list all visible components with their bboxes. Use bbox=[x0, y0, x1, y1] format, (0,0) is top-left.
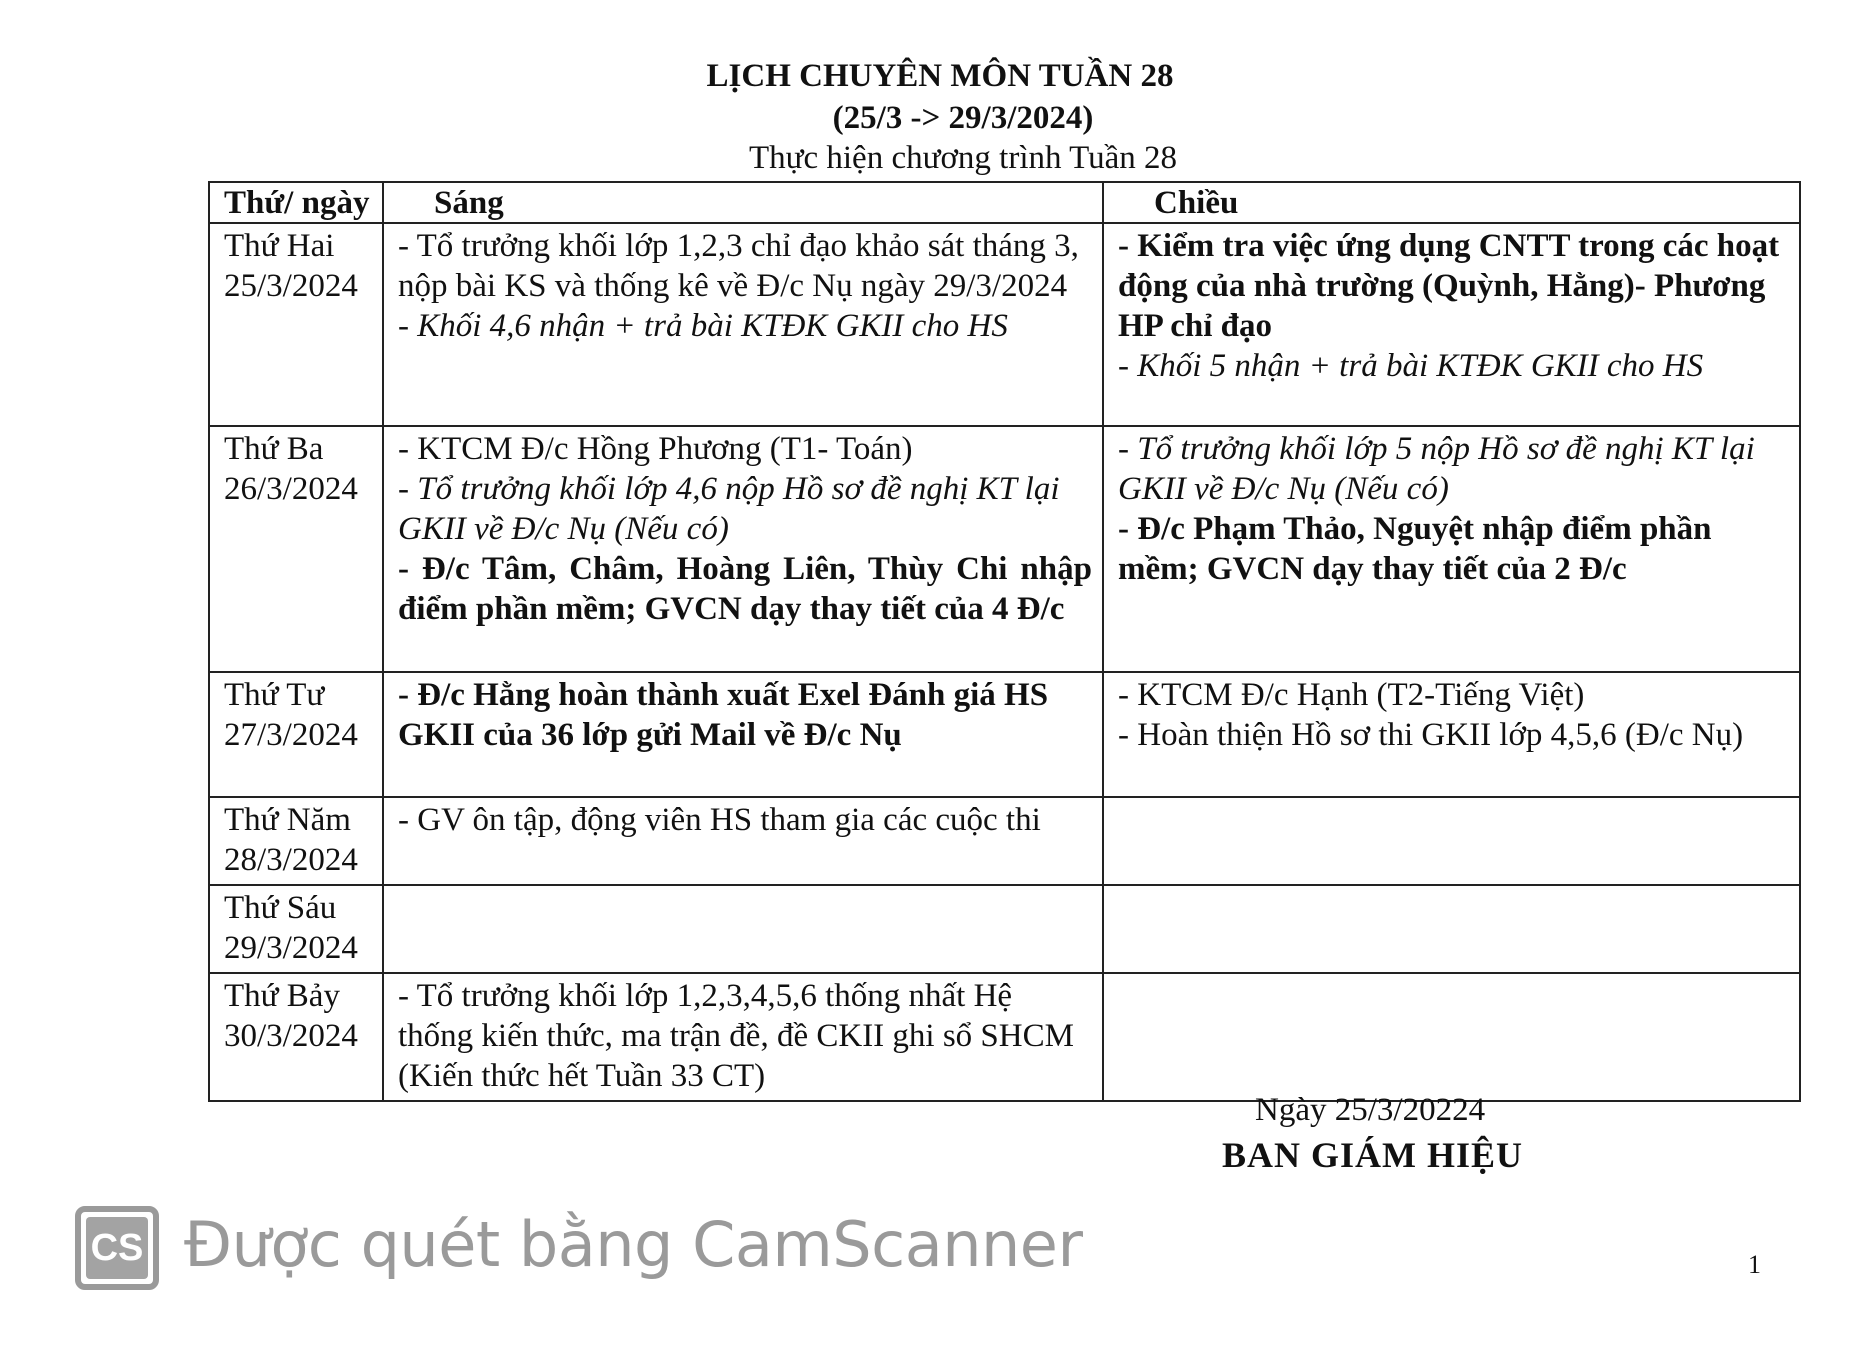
afternoon-cell bbox=[1103, 223, 1800, 426]
table-header-row bbox=[209, 182, 1800, 223]
day-date: 30/3/2024 bbox=[224, 1018, 358, 1054]
afternoon-item: - KTCM Đ/c Hạnh (T2-Tiếng Việt) bbox=[1118, 677, 1585, 713]
afternoon-cell bbox=[1103, 672, 1800, 797]
day-name: Thứ Ba bbox=[224, 431, 324, 467]
morning-item: - Đ/c Tâm, Châm, Hoàng Liên, Thùy Chi nhập điểm phần mềm; GVCN dạy thay tiết của 4 Đ/c bbox=[398, 551, 1092, 627]
document-title: LỊCH CHUYÊN MÔN TUẦN 28 bbox=[706, 58, 1174, 94]
day-cell bbox=[209, 426, 383, 672]
day-cell bbox=[209, 797, 383, 885]
day-date: 29/3/2024 bbox=[224, 930, 358, 966]
day-date: 26/3/2024 bbox=[224, 471, 358, 507]
morning-item: - Đ/c Hằng hoàn thành xuất Exel Đánh giá HS GKII của 36 lớp gửi Mail về Đ/c Nụ bbox=[398, 677, 1049, 753]
morning-item: - KTCM Đ/c Hồng Phương (T1- Toán) bbox=[398, 431, 913, 467]
table-row bbox=[209, 426, 1800, 672]
day-cell bbox=[209, 885, 383, 973]
day-date: 25/3/2024 bbox=[224, 268, 358, 304]
date-range: (25/3 -> 29/3/2024) bbox=[832, 100, 1094, 136]
signature-date: Ngày 25/3/20224 bbox=[1255, 1092, 1486, 1128]
morning-cell bbox=[383, 426, 1103, 672]
day-name: Thứ Năm bbox=[224, 802, 351, 838]
morning-item: - Khối 4,6 nhận + trả bài KTĐK GKII cho HS bbox=[398, 308, 1008, 344]
day-name: Thứ Tư bbox=[224, 677, 325, 713]
morning-cell bbox=[383, 672, 1103, 797]
morning-item: - GV ôn tập, động viên HS tham gia các cuộc thi bbox=[398, 802, 1041, 838]
afternoon-item: - Kiểm tra việc ứng dụng CNTT trong các hoạt động của nhà trường (Quỳnh, Hằng)- Phương HP chỉ đạo bbox=[1118, 228, 1780, 344]
camscanner-logo-icon bbox=[75, 1206, 159, 1290]
day-name: Thứ Hai bbox=[224, 228, 335, 264]
afternoon-cell bbox=[1103, 797, 1800, 885]
header-morning: Sáng bbox=[383, 182, 1103, 223]
afternoon-cell bbox=[1103, 426, 1800, 672]
day-cell bbox=[209, 672, 383, 797]
table-row bbox=[209, 973, 1800, 1101]
header-day: Thứ/ ngày bbox=[209, 182, 383, 223]
page-number: 1 bbox=[1748, 1250, 1761, 1279]
day-name: Thứ Sáu bbox=[224, 890, 337, 926]
day-date: 28/3/2024 bbox=[224, 842, 358, 878]
morning-cell bbox=[383, 223, 1103, 426]
schedule-table bbox=[208, 181, 1801, 1102]
afternoon-item: - Tổ trưởng khối lớp 5 nộp Hồ sơ đề nghị KT lại GKII về Đ/c Nụ (Nếu có) bbox=[1118, 431, 1755, 507]
signature-title: BAN GIÁM HIỆU bbox=[1222, 1135, 1524, 1175]
morning-cell bbox=[383, 797, 1103, 885]
morning-cell bbox=[383, 885, 1103, 973]
day-date: 27/3/2024 bbox=[224, 717, 358, 753]
morning-item: - Tổ trưởng khối lớp 4,6 nộp Hồ sơ đề nghị KT lại GKII về Đ/c Nụ (Nếu có) bbox=[398, 471, 1060, 547]
morning-cell bbox=[383, 973, 1103, 1101]
table-row bbox=[209, 797, 1800, 885]
afternoon-item: - Khối 5 nhận + trả bài KTĐK GKII cho HS bbox=[1118, 348, 1704, 384]
afternoon-cell bbox=[1103, 885, 1800, 973]
camscanner-watermark: Được quét bằng CamScanner bbox=[184, 1208, 1083, 1281]
table-row bbox=[209, 885, 1800, 973]
camscanner-logo-text: CS bbox=[86, 1217, 148, 1279]
header-afternoon: Chiều bbox=[1103, 182, 1800, 223]
day-name: Thứ Bảy bbox=[224, 978, 340, 1014]
day-cell bbox=[209, 973, 383, 1101]
subtitle: Thực hiện chương trình Tuần 28 bbox=[748, 140, 1178, 176]
table-row bbox=[209, 672, 1800, 797]
afternoon-item: - Hoàn thiện Hồ sơ thi GKII lớp 4,5,6 (Đ/c Nụ) bbox=[1118, 717, 1744, 753]
table-row bbox=[209, 223, 1800, 426]
morning-item: - Tổ trưởng khối lớp 1,2,3 chỉ đạo khảo sát tháng 3, nộp bài KS và thống kê về Đ/c Nụ ngày 29/3/2024 bbox=[398, 228, 1079, 304]
afternoon-item: - Đ/c Phạm Thảo, Nguyệt nhập điểm phần mềm; GVCN dạy thay tiết của 2 Đ/c bbox=[1118, 511, 1712, 587]
afternoon-cell bbox=[1103, 973, 1800, 1101]
day-cell bbox=[209, 223, 383, 426]
morning-item: - Tổ trưởng khối lớp 1,2,3,4,5,6 thống nhất Hệ thống kiến thức, ma trận đề, đề CKII ghi sổ SHCM (Kiến thức hết Tuần 33 CT) bbox=[398, 978, 1074, 1094]
